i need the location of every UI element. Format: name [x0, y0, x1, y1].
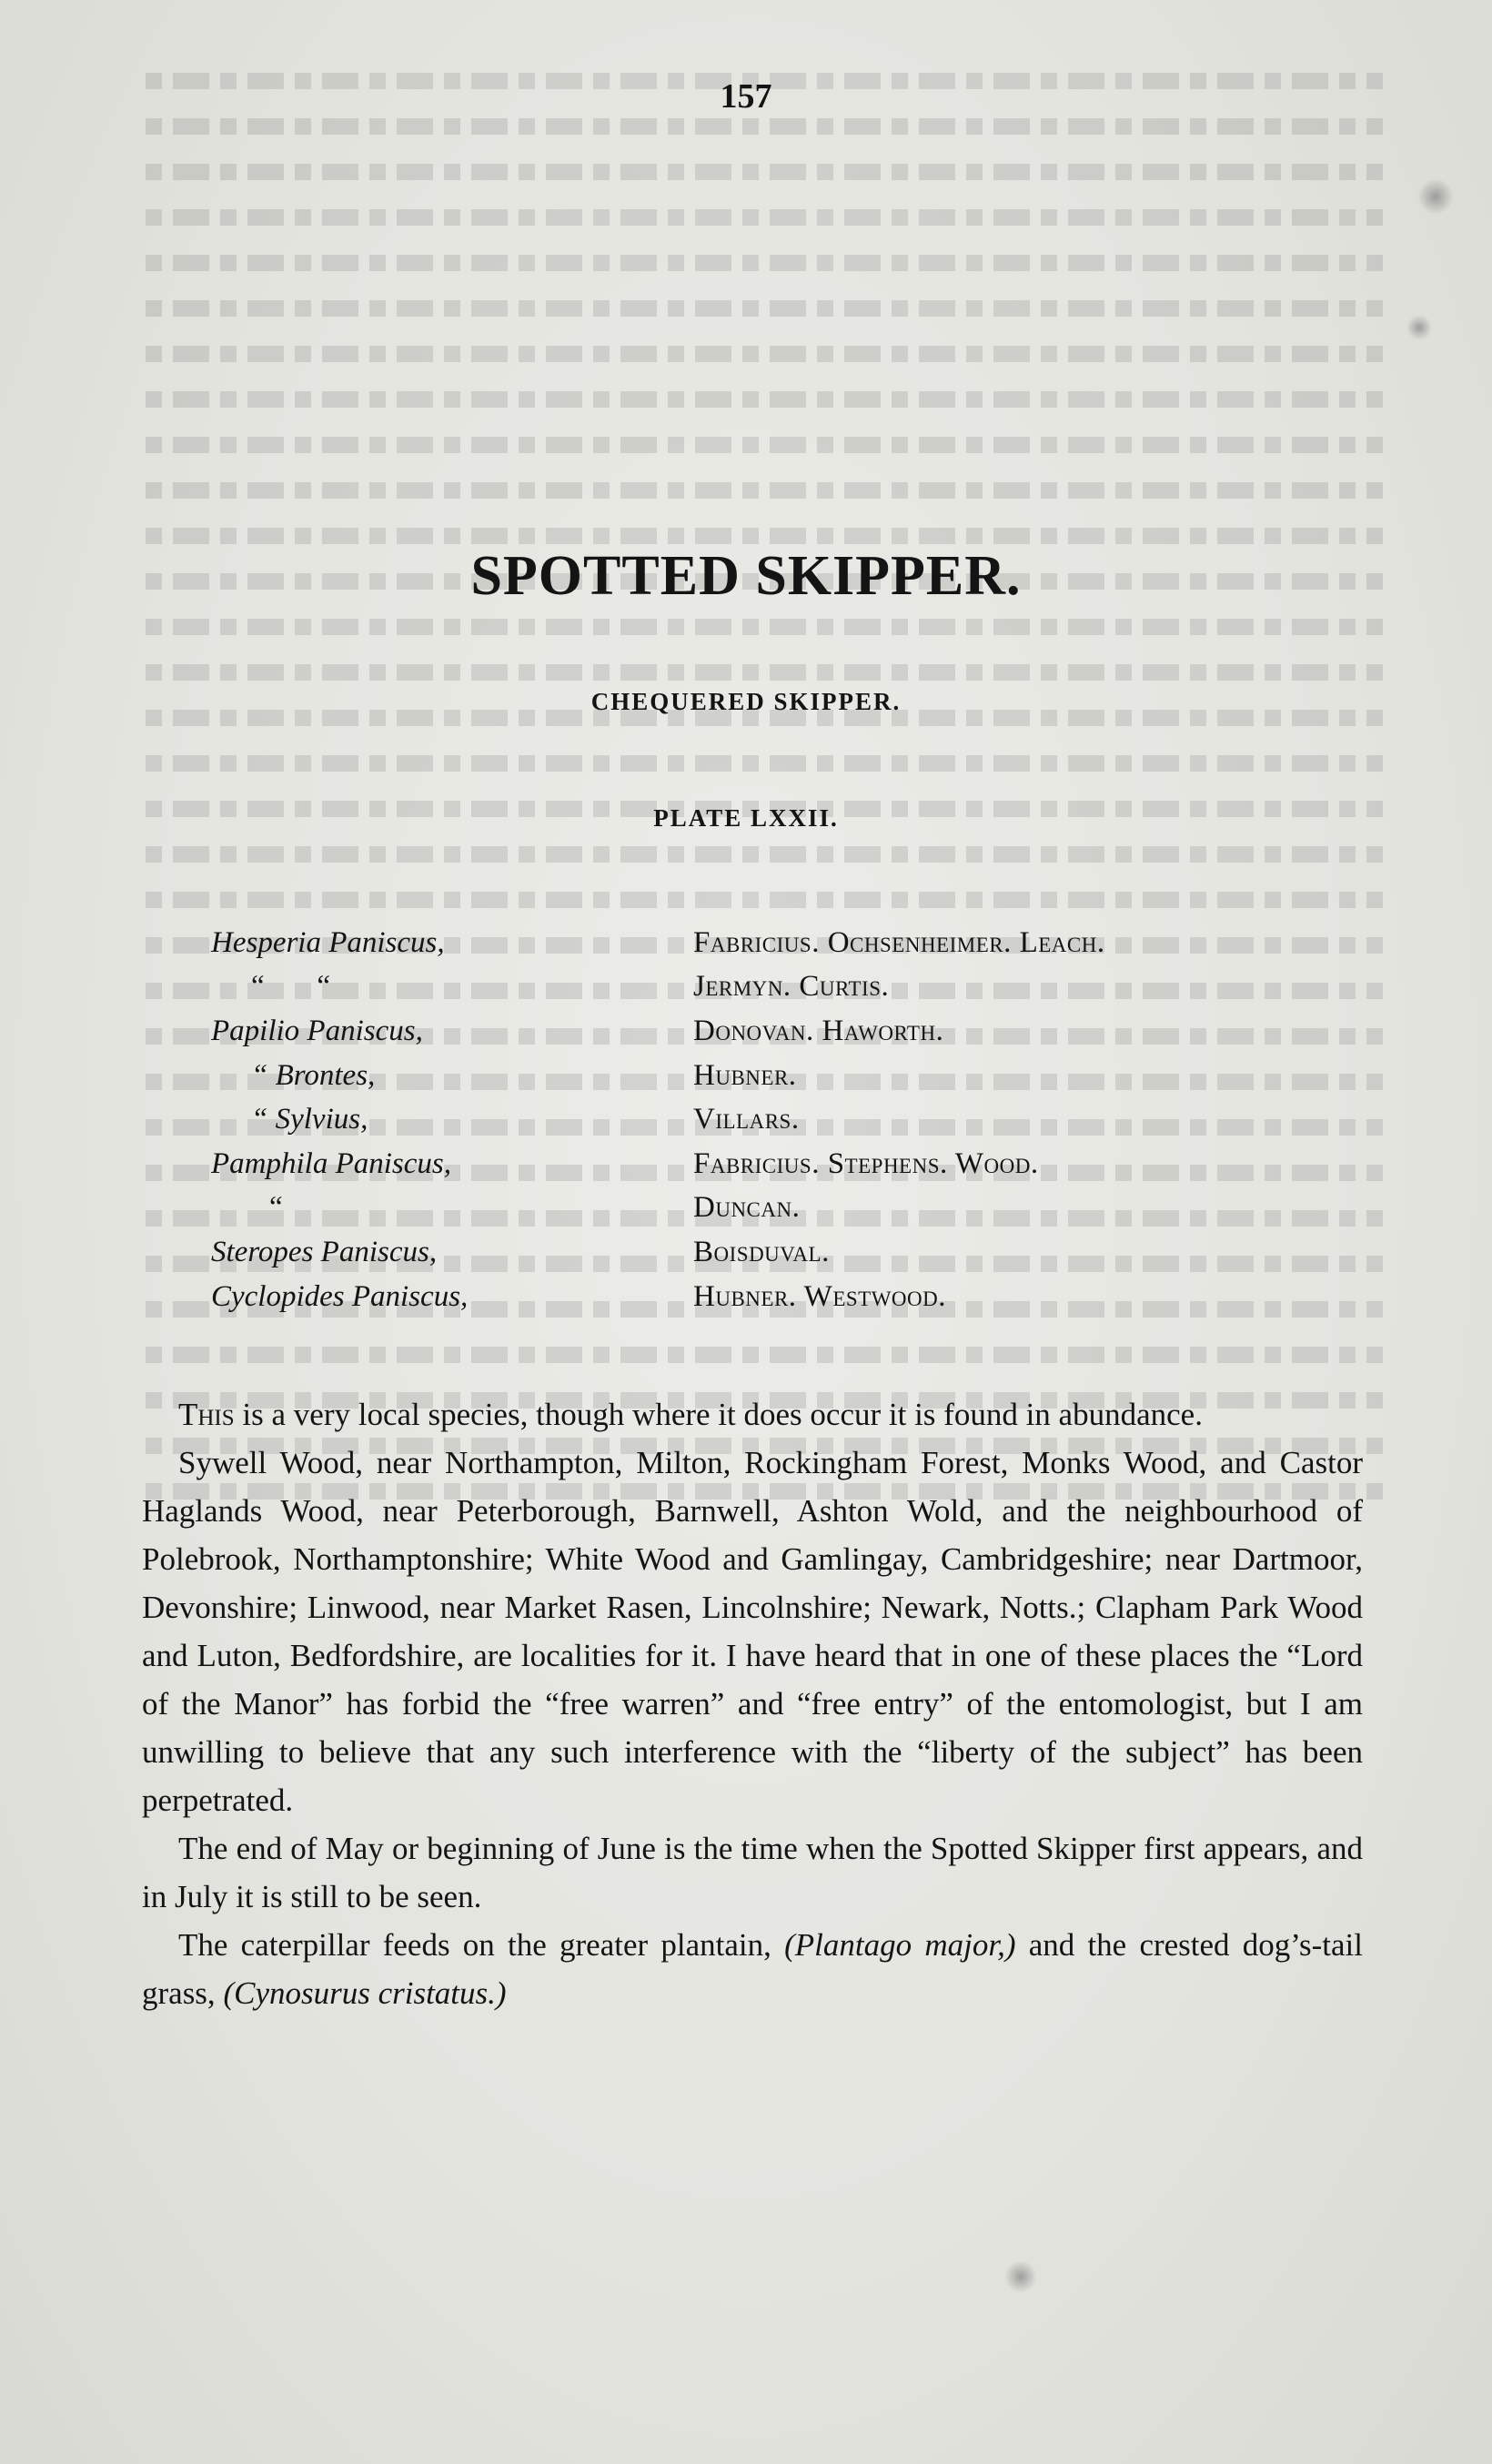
synonymy-list	[211, 921, 1357, 1318]
species-name: Hesperia Paniscus,	[211, 925, 445, 959]
authorities: Hubner. Westwood.	[693, 1279, 947, 1313]
synonymy-row	[211, 1097, 1357, 1142]
authorities: Boisduval.	[693, 1235, 830, 1268]
synonymy-row	[211, 1054, 1357, 1098]
paper-spot	[1406, 315, 1432, 340]
authorities: Jermyn. Curtis.	[693, 970, 890, 1004]
body-text	[142, 1390, 1363, 2017]
authorities: Hubner.	[693, 1058, 797, 1092]
species-name: Papilio Paniscus,	[211, 1014, 423, 1047]
plate-label: PLATE LXXII.	[653, 804, 839, 832]
authorities: Fabricius. Ochsenheimer. Leach.	[693, 925, 1105, 959]
synonymy-row	[211, 1187, 1357, 1231]
species-name: “ Brontes,	[251, 1058, 376, 1092]
synonymy-row	[211, 1275, 1357, 1319]
authorities: Donovan. Haworth.	[693, 1014, 944, 1047]
page-title: SPOTTED SKIPPER.	[470, 545, 1022, 607]
synonymy-row	[211, 1230, 1357, 1275]
species-name: “	[269, 1191, 283, 1225]
paragraph	[142, 1390, 1363, 1439]
paragraph-text: is a very local species, though where it does occur it is found in abundance.	[234, 1397, 1203, 1432]
paragraph: The end of May or beginning of June is the time when the Spotted Skipper first appears, and in July it is still to be seen.	[142, 1831, 1363, 1914]
authorities: Villars.	[693, 1103, 800, 1136]
species-name: Cyclopides Paniscus,	[211, 1279, 469, 1313]
authorities: Duncan.	[693, 1191, 801, 1225]
synonymy-row	[211, 965, 1357, 1010]
paragraph: Sywell Wood, near Northampton, Milton, Rockingham Forest, Monks Wood, and Castor Haglands Wood, near Peterborough, Barnwell, Ashton Wold, and the neighbourhood of Polebrook, Northamptonshire; White Wood and Gamlingay, Cambridgeshire; near Dartmoor, Devonshire; Linwood, near Market Rasen, Lincolnshire; Newark, Notts.; Clapham Park Wood and Luton, Bedfordshire, are localities for it. I have heard that in one of these places the “Lord of the Manor” has forbid the “free warren” and “free entry” of the entomologist, but I am unwilling to believe that any such interference with the “liberty of the subject” has been perpetrated.	[142, 1445, 1363, 1818]
paragraph-text: The caterpillar feeds on the greater plantain,	[178, 1927, 785, 1963]
synonymy-row	[211, 1009, 1357, 1054]
paper-spot	[1004, 2260, 1037, 2293]
paragraph-text: and the crested dog’s-tail grass,	[142, 1927, 1363, 2011]
page-number: 157	[720, 77, 772, 116]
latin-name: (Plantago major,)	[784, 1927, 1016, 1963]
subtitle: CHEQUERED SKIPPER.	[590, 688, 902, 715]
species-name: Steropes Paniscus,	[211, 1235, 438, 1268]
species-name: “ “	[251, 970, 331, 1004]
lead-word: This	[178, 1397, 235, 1432]
authorities: Fabricius. Stephens. Wood.	[693, 1146, 1039, 1180]
paragraph	[142, 1921, 1363, 2017]
species-name: “ Sylvius,	[251, 1103, 368, 1136]
paper-spot	[1417, 178, 1454, 215]
latin-name: (Cynosurus cristatus.)	[223, 1975, 507, 2011]
synonymy-row	[211, 1142, 1357, 1187]
synonymy-row	[211, 921, 1357, 965]
species-name: Pamphila Paniscus,	[211, 1146, 451, 1180]
